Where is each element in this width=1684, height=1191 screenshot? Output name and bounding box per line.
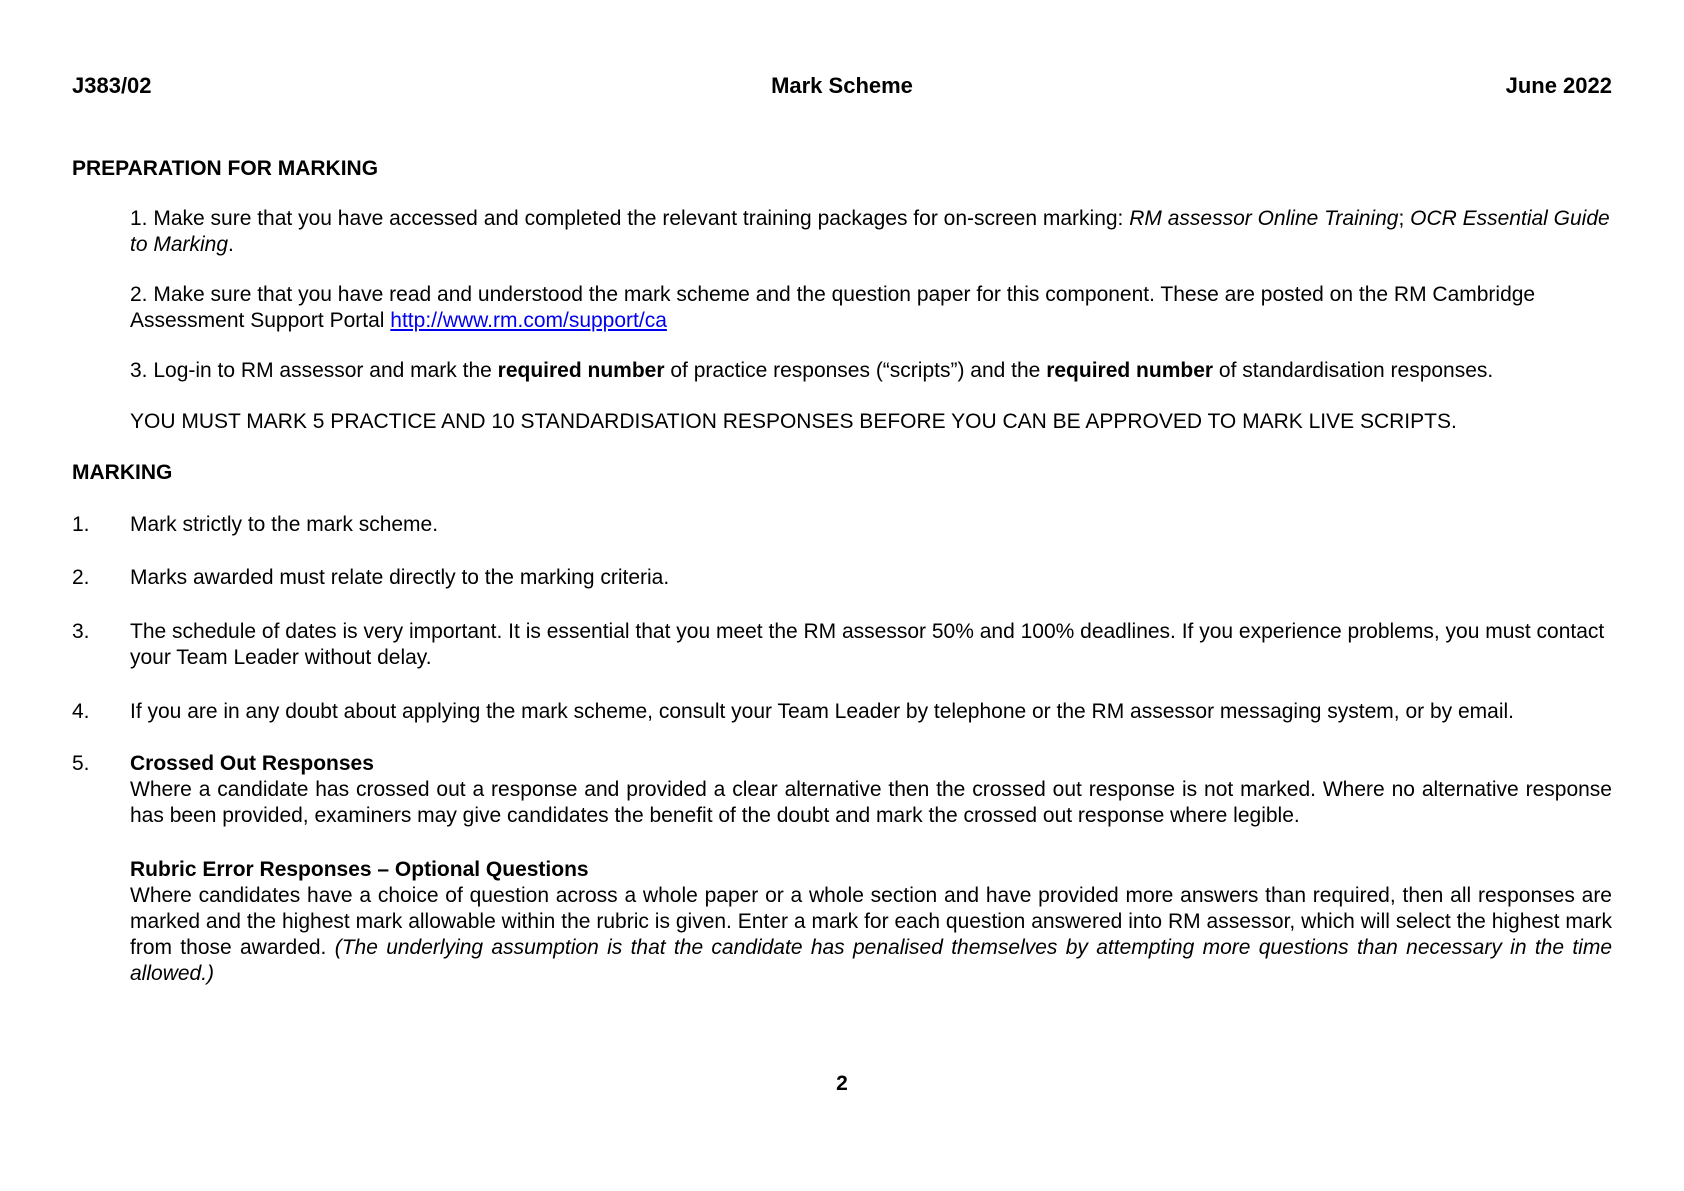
rubric-error-heading: Rubric Error Responses – Optional Questions — [130, 858, 589, 881]
preparation-heading: PREPARATION FOR MARKING — [72, 157, 379, 180]
marking-item-2-text: Marks awarded must relate directly to the marking criteria. — [130, 566, 670, 589]
marking-item-2-number: 2. — [72, 566, 90, 589]
page-header — [72, 73, 1612, 103]
marking-item-3-number: 3. — [72, 620, 90, 643]
rubric-error-text: Where candidates have a choice of question across a whole paper or a whole section and have provided more answers than required, then all responses are marked and the highest mark allowable within the rubric is given. Enter a mark for each question answered into RM assessor, which will select the highest mark from those awarded. — [130, 884, 1612, 959]
preparation-notice: YOU MUST MARK 5 PRACTICE AND 10 STANDARDISATION RESPONSES BEFORE YOU CAN BE APPROVED TO MARK LIVE SCRIPTS. — [130, 410, 1457, 433]
preparation-item-1: 1. Make sure that you have accessed and completed the relevant training packages for on-screen marking: RM assessor Online Training; OCR Essential Guide to Marking. — [130, 207, 1610, 256]
marking-item-3-text: The schedule of dates is very important. It is essential that you meet the RM assessor 50% and 100% deadlines. If you experience problems, you must contact your Team Leader without delay. — [130, 620, 1605, 669]
marking-heading: MARKING — [72, 461, 173, 484]
preparation-item-2: 2. Make sure that you have read and understood the mark scheme and the question paper for this component. These are posted on the RM Cambridge Assessment Support Portal http://www.rm.com/support/ca — [130, 283, 1536, 332]
marking-item-4-number: 4. — [72, 700, 90, 723]
crossed-out-text: Where a candidate has crossed out a response and provided a clear alternative then the crossed out response is not marked. Where no alternative response has been provided, examiners may give candidates the benefit of the doubt and mark the crossed out response where legible. — [130, 778, 1612, 827]
document-title: Mark Scheme — [771, 73, 913, 98]
support-portal-link[interactable]: http://www.rm.com/support/ca — [390, 309, 667, 332]
document-code: J383/02 — [72, 73, 152, 98]
rubric-error-section — [130, 857, 1612, 987]
crossed-out-heading: Crossed Out Responses — [130, 752, 374, 775]
marking-item-4-text: If you are in any doubt about applying the mark scheme, consult your Team Leader by telephone or the RM assessor messaging system, or by email. — [130, 700, 1515, 723]
marking-item-5 — [130, 751, 1612, 829]
marking-item-1-number: 1. — [72, 513, 90, 536]
document-date: June 2022 — [1505, 73, 1612, 98]
preparation-item-3: 3. Log-in to RM assessor and mark the required number of practice responses (“scripts”) and the required number of standardisation responses. — [130, 359, 1494, 382]
marking-item-5-number: 5. — [72, 752, 90, 775]
page-number: 2 — [836, 1072, 848, 1095]
rubric-error-note: (The underlying assumption is that the candidate has penalised themselves by attempting more questions than necessary in the time allowed.) — [130, 936, 1612, 985]
marking-item-1-text: Mark strictly to the mark scheme. — [130, 513, 439, 536]
